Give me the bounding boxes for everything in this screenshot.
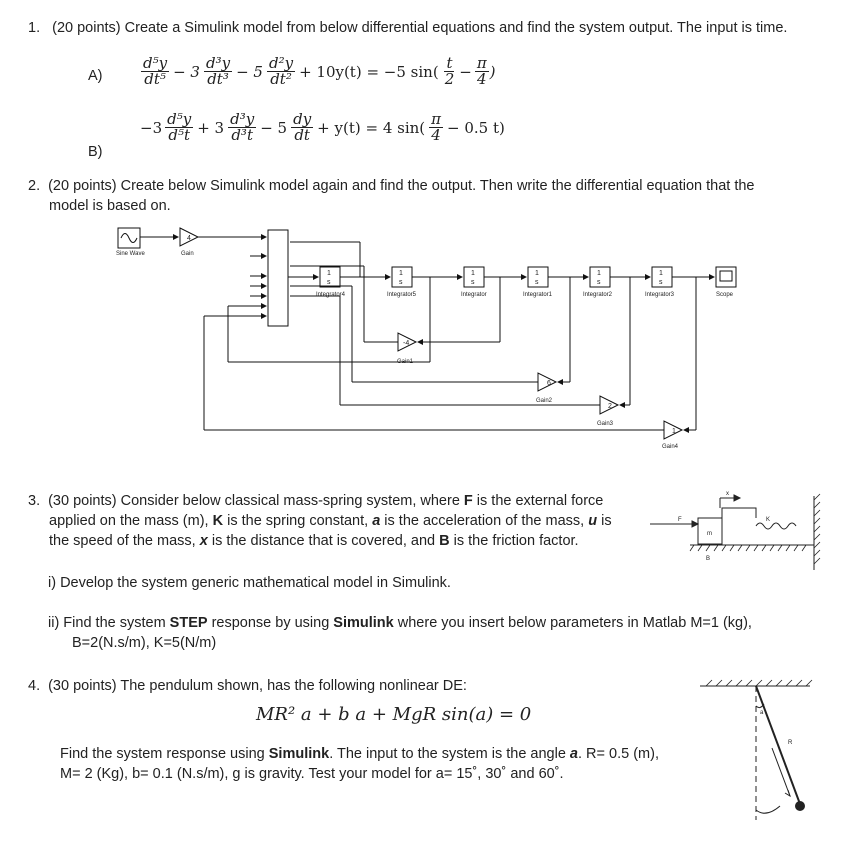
q4-body	[60, 744, 700, 784]
eqA-mid: −	[459, 62, 472, 81]
mass-spring-figure	[650, 488, 830, 578]
q1-b-label: B)	[88, 144, 103, 160]
q3-l3c: is the friction factor.	[449, 533, 579, 549]
fig-m-label: m	[707, 531, 712, 537]
eqA-t3-den: dt²	[270, 70, 292, 88]
fig-a-label: a	[760, 710, 764, 716]
eqA-close: )	[489, 62, 496, 81]
q3-l2a: applied on the mass (m),	[49, 513, 213, 529]
q1-text: (20 points) Create a Simulink model from below differential equations and find the system output. The input is time.	[52, 20, 788, 36]
q1-a-label: A)	[88, 68, 103, 84]
q4-line1: (30 points) The pendulum shown, has the following nonlinear DE:	[48, 678, 467, 694]
q3-l2d: is	[597, 513, 612, 529]
eqA-f1-den: 2	[444, 70, 455, 88]
integrator1-label: Integrator1	[523, 292, 553, 298]
gain2-label: Gain2	[536, 398, 553, 404]
eqA-t2-num: d³y	[205, 54, 231, 72]
pendulum-bob	[795, 801, 805, 811]
q4-header	[28, 676, 467, 696]
q2-header	[28, 176, 838, 216]
q3-ii-b: response by using	[207, 615, 334, 631]
q1-number: 1.	[28, 20, 41, 36]
gain3-value: 2	[608, 403, 612, 410]
scope-label: Scope	[716, 292, 734, 298]
spring	[756, 523, 796, 529]
eqB-f1-den: 4	[431, 126, 441, 144]
q3-simulink: Simulink	[333, 615, 394, 631]
gain-label: Gain	[181, 251, 194, 257]
q3-l3b: is the distance that is covered, and	[207, 533, 440, 549]
eqA-f2-den: 4	[476, 70, 487, 88]
q3-B: B	[439, 533, 450, 549]
integrator5-num: 1	[399, 270, 403, 277]
eqB-t2-den: d³t	[231, 126, 253, 144]
q4-equation: MR² a + b a + MgR sin(a) = 0	[256, 704, 532, 725]
fig-K-label: K	[766, 517, 771, 523]
fig-R-label: R	[788, 740, 793, 746]
q3-l3a: the speed of the mass,	[49, 533, 200, 549]
q4-a: a	[569, 746, 578, 762]
q4-l2b: . The input to the system is the angle	[329, 746, 570, 762]
integrator2-label: Integrator2	[583, 292, 613, 298]
q4-number: 4.	[28, 678, 41, 694]
eqB-op2: − 5	[260, 118, 288, 137]
integrator2-num: 1	[597, 270, 601, 277]
eqB-t3-den: dt	[294, 126, 310, 144]
gain4-label: Gain4	[662, 444, 679, 450]
eqA-op2: − 5	[236, 62, 263, 81]
q3-l1b: is the external force	[472, 493, 604, 509]
eqA-t1-num: d⁵y	[143, 54, 168, 72]
q3-a: a	[372, 513, 381, 529]
eqB-rest: + y(t) = 4 sin(	[317, 118, 426, 137]
q3-block	[28, 491, 648, 551]
q4-simulink: Simulink	[268, 746, 330, 762]
integrator1-num: 1	[535, 270, 539, 277]
q3-ii	[48, 613, 838, 653]
eqB-t1-num: d⁵y	[167, 110, 192, 128]
pendulum-figure	[700, 678, 820, 828]
q2-number: 2.	[28, 178, 41, 194]
pendulum-rod	[756, 686, 800, 804]
integrator5-label: Integrator5	[387, 292, 417, 298]
eqA-rest: + 10y(t) = −5 sin(	[299, 62, 439, 81]
integrator-den: s	[471, 279, 475, 286]
q3-l2c: is the acceleration of the mass,	[380, 513, 589, 529]
eqA-t2-den: dt³	[207, 70, 229, 88]
eqB-t2-num: d³y	[230, 110, 255, 128]
fig-B-label: B	[706, 556, 711, 562]
gain2-value: 6	[547, 380, 551, 387]
q3-F: F	[463, 493, 473, 509]
integrator3-label: Integrator3	[645, 292, 675, 298]
q2-line2: model is based on.	[49, 198, 171, 214]
integrator5-den: s	[399, 279, 403, 286]
eqB-t3-num: dy	[293, 110, 312, 128]
q3-ii-c: where you insert below parameters in Matlab M=1 (kg),	[393, 615, 752, 631]
q3-l2b: is the spring constant,	[223, 513, 373, 529]
q3-u: u	[588, 513, 598, 529]
integrator3-den: s	[659, 279, 663, 286]
integrator-label: Integrator	[461, 292, 487, 298]
eqA-t3-num: d²y	[268, 54, 294, 72]
integrator4-num: 1	[327, 270, 331, 277]
q1-header	[28, 18, 838, 38]
fig-F-label: F	[678, 517, 682, 523]
integrator4-label: Integrator4	[316, 292, 346, 298]
eqB-op1: + 3	[197, 118, 225, 137]
q1-equation-b	[140, 112, 505, 143]
q2-line1: (20 points) Create below Simulink model again and find the output. Then write the differential equation that the	[48, 178, 755, 194]
fig-x-label: x	[726, 491, 729, 497]
integrator3-num: 1	[659, 270, 663, 277]
q3-step: STEP	[169, 615, 208, 631]
eqB-lead: −3	[140, 118, 163, 137]
gain3-label: Gain3	[597, 421, 614, 427]
integrator-texts	[327, 270, 663, 286]
q4-l3: M= 2 (Kg), b= 0.1 (N.s/m), g is gravity. Test your model for a= 15˚, 30˚ and 60˚.	[60, 766, 564, 782]
sum-block	[268, 230, 288, 326]
gain-value: 4	[187, 235, 191, 242]
q3-ii-a: ii) Find the system	[48, 615, 170, 631]
q4-l2c: . R= 0.5 (m),	[578, 746, 659, 762]
q3-K: K	[212, 513, 224, 529]
q3-ii-line2: B=2(N.s/m), K=5(N/m)	[72, 635, 217, 651]
q4-l2a: Find the system response using	[60, 746, 269, 762]
q3-i: i) Develop the system generic mathematical model in Simulink.	[48, 575, 451, 591]
gain1-label: Gain1	[397, 359, 414, 365]
integrator-num: 1	[471, 270, 475, 277]
eqA-t1-den: dt⁵	[144, 70, 166, 88]
eqB-f1-num: π	[431, 110, 441, 128]
q3-number: 3.	[28, 493, 41, 509]
gain4-value: 1	[672, 428, 676, 435]
eqA-f1-num: t	[446, 54, 453, 72]
q3-x: x	[199, 533, 208, 549]
integrator1-den: s	[535, 279, 539, 286]
integrator2-den: s	[597, 279, 601, 286]
eqA-op1: − 3	[173, 62, 200, 81]
gain1-value: -4	[403, 340, 410, 347]
eqB-close: − 0.5 t)	[447, 118, 505, 137]
sine-wave-label: Sine Wave	[116, 251, 145, 257]
eqB-t1-den: d⁵t	[168, 126, 190, 144]
integrator4-den: s	[327, 279, 331, 286]
q3-l1a: (30 points) Consider below classical mass-spring system, where	[48, 493, 464, 509]
simulink-diagram	[100, 222, 760, 454]
eqA-f2-num: π	[476, 54, 487, 72]
q1-equation-a	[140, 56, 496, 87]
